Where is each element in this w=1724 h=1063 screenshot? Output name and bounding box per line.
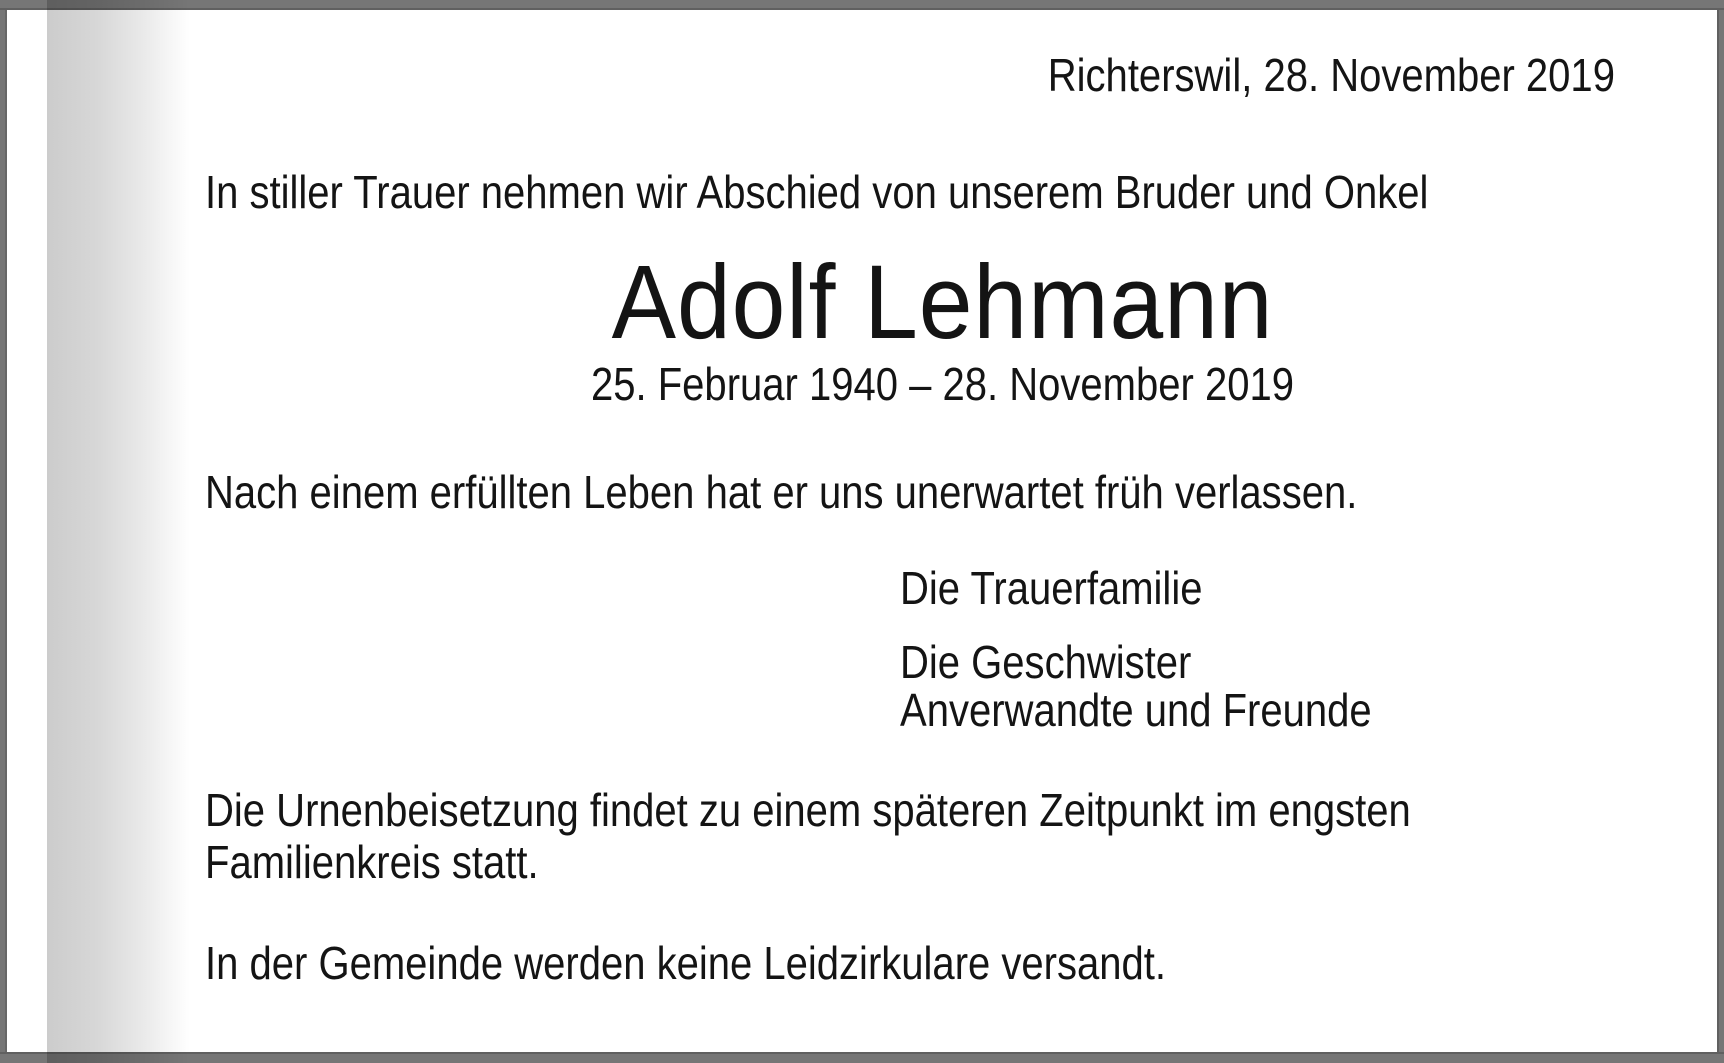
deceased-name: Adolf Lehmann <box>611 244 1274 361</box>
scan-frame-bottom <box>0 1052 1724 1063</box>
farewell-message-line: Nach einem erfüllten Leben hat er uns unerwartet früh verlassen. <box>205 466 1358 518</box>
scan-frame-right <box>1717 10 1724 1052</box>
scan-frame-left <box>0 10 7 1052</box>
mourner-trauerfamilie: Die Trauerfamilie <box>900 562 1203 614</box>
place-date-line: Richterswil, 28. November 2019 <box>1047 49 1615 101</box>
circular-info-line: In der Gemeinde werden keine Leidzirkulare versandt. <box>205 937 1167 989</box>
mourner-anverwandte: Anverwandte und Freunde <box>900 684 1372 736</box>
page-fold-shadow <box>47 0 190 1063</box>
scan-frame-top <box>0 0 1724 10</box>
life-dates-line: 25. Februar 1940 – 28. November 2019 <box>590 358 1295 410</box>
burial-info-paragraph: Die Urnenbeisetzung findet zu einem späteren Zeitpunkt im engsten Familienkreis statt. <box>205 784 1411 888</box>
intro-line: In stiller Trauer nehmen wir Abschied von unserem Bruder und Onkel <box>205 166 1429 218</box>
mourner-geschwister: Die Geschwister <box>900 636 1192 688</box>
